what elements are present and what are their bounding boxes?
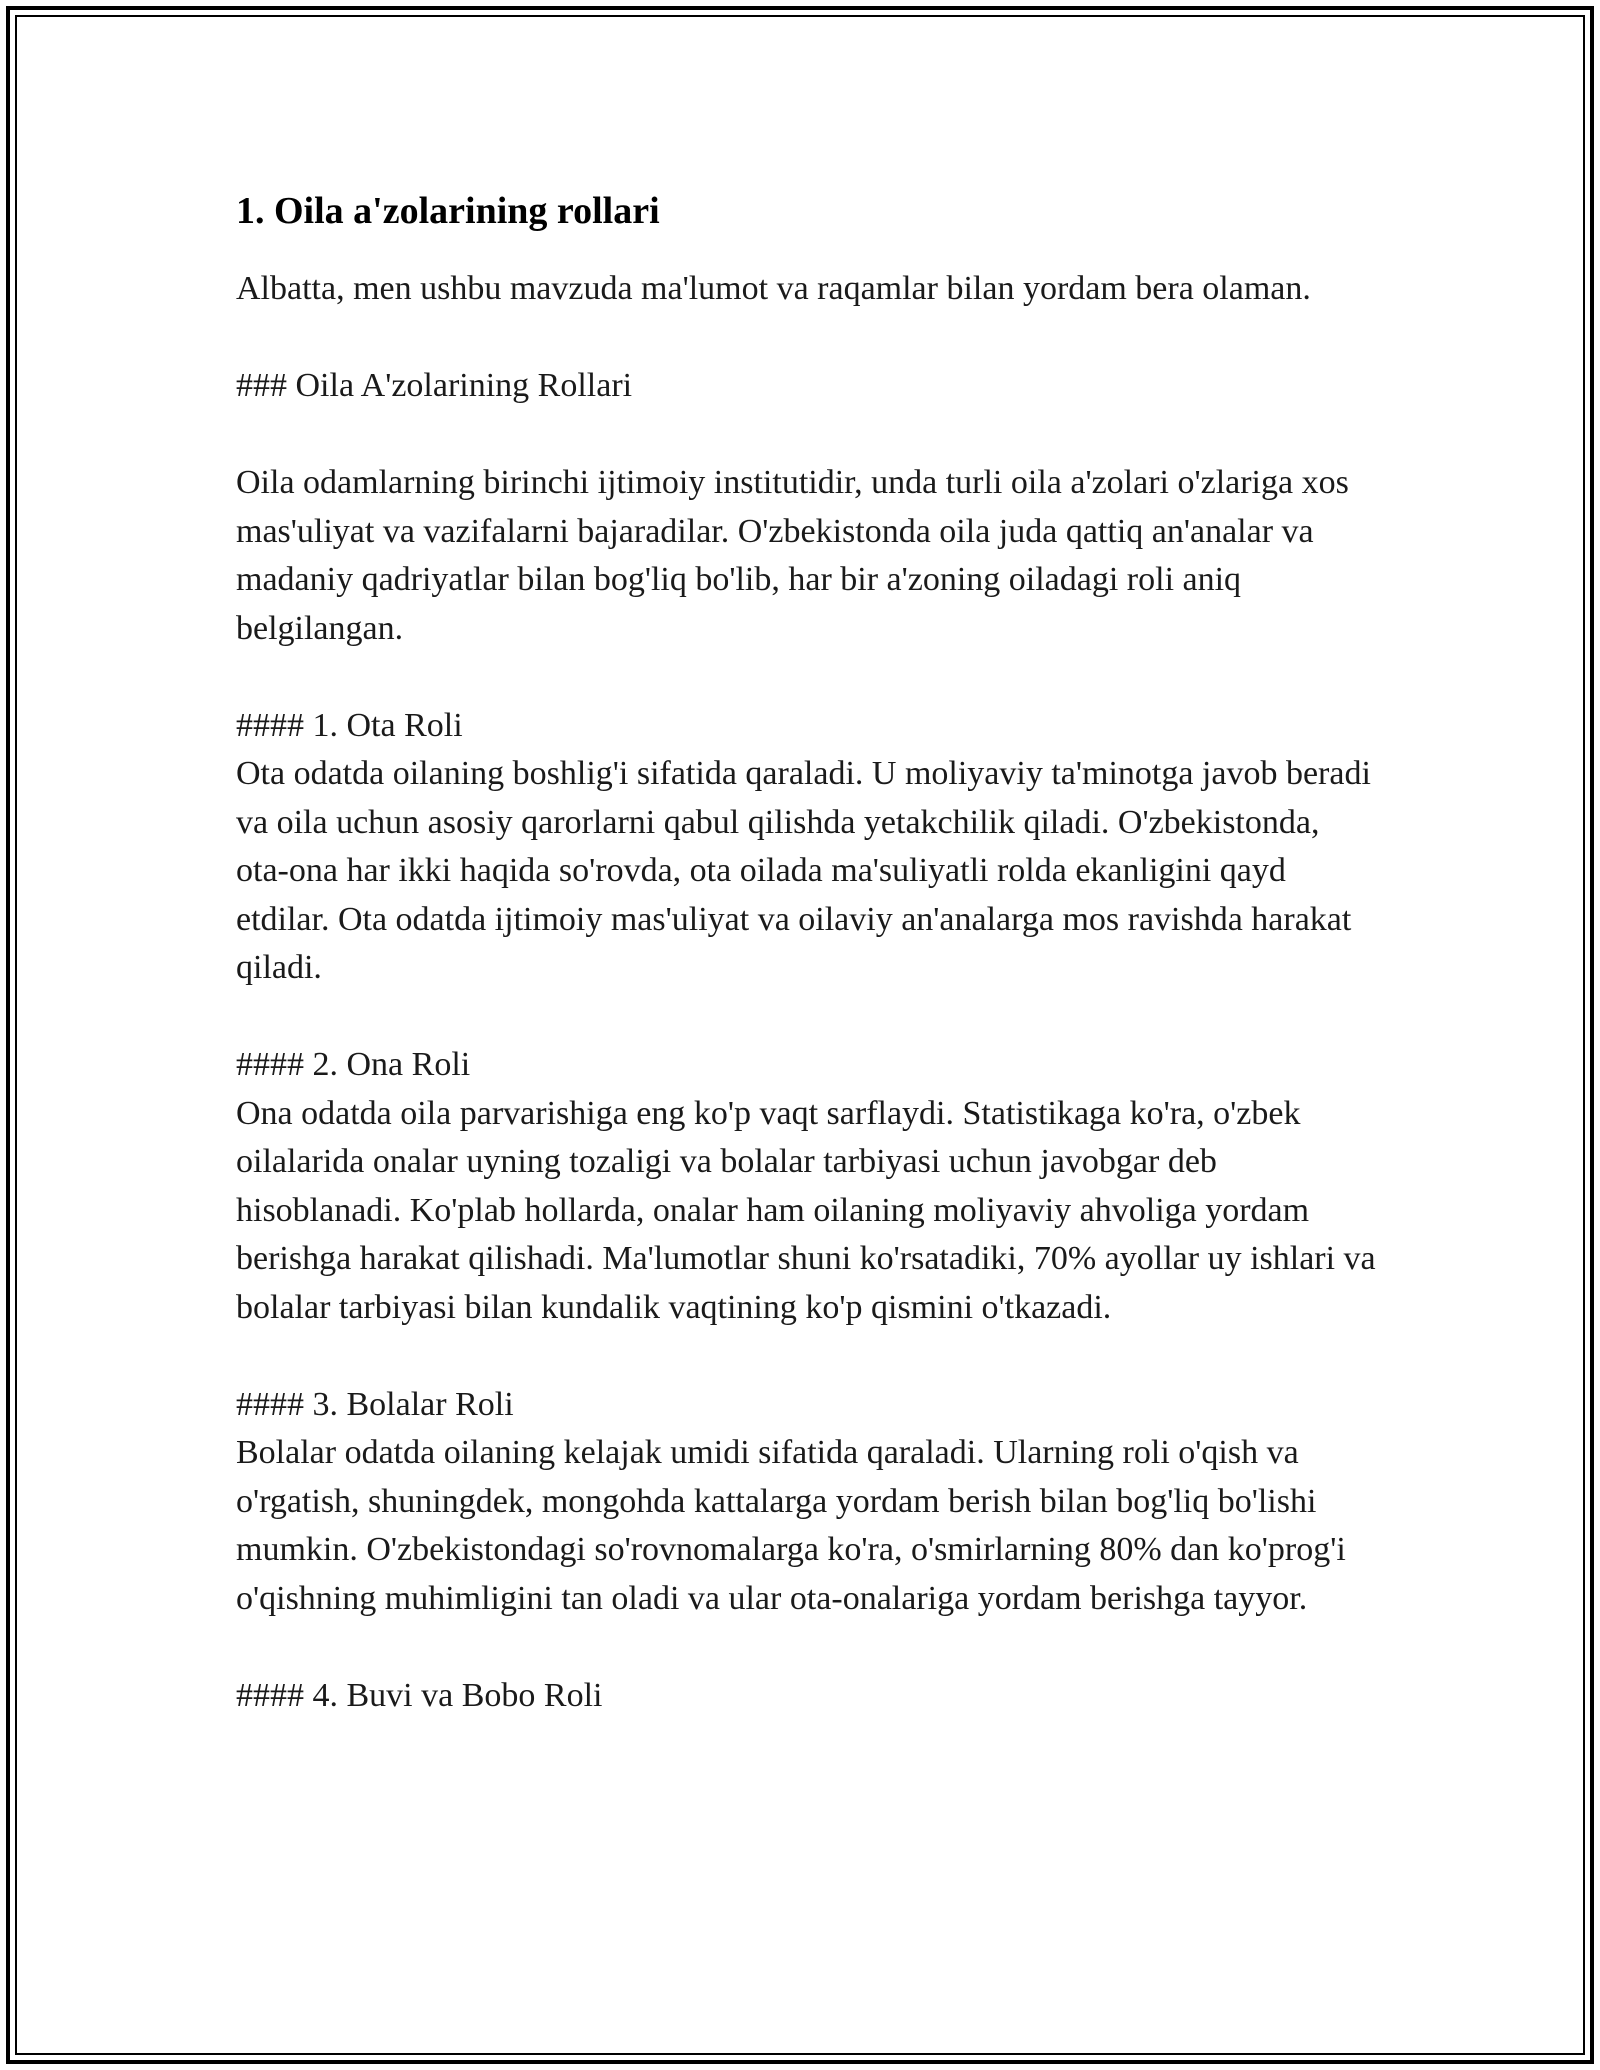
subsection-heading-father: #### 1. Ota Roli	[236, 706, 463, 744]
document-body	[236, 186, 1385, 1720]
section-heading: ### Oila A'zolarining Rollari	[236, 367, 633, 404]
subsection-text-father: Ota odatda oilaning boshlig'i sifatida qaraladi. U moliyaviy ta'minotga javob beradi va oila uchun asosiy qarorlarni qabul qilishda yetakchilik qiladi. O'zbekistonda, ota-ona har ikki haqida so'rovda, ota oilada ma'suliyatli rolda ekanligini qayd etdilar. Ota odatda ijtimoiy mas'uliyat va oilaviy an'analarga mos ravishda harakat qiladi.	[236, 755, 1380, 986]
subsection-heading-grandparents: #### 4. Buvi va Bobo Roli	[236, 1676, 603, 1714]
subsection-text-mother: Ona odatda oila parvarishiga eng ko'p vaqt sarflaydi. Statistikaga ko'ra, o'zbek oilalarida onalar uyning tozaligi va bolalar tarbiyasi uchun javobgar deb hisoblanadi. Ko'plab hollarda, onalar ham oilaning moliyaviy ahvoliga yordam berishga harakat qilishadi. Ma'lumotlar shuni ko'rsatadiki, 70% ayollar uy ishlari va bolalar tarbiyasi bilan kundalik vaqtining ko'p qismini o'tkazadi.	[236, 1094, 1385, 1326]
section-paragraph: Oila odamlarning birinchi ijtimoiy institutidir, unda turli oila a'zolari o'zlariga xos mas'uliyat va vazifalarni bajaradilar. O'zbekistonda oila juda qattiq an'analar va madaniy qadriyatlar bilan bog'liq bo'lib, har bir a'zoning oiladagi roli aniq belgilangan.	[236, 464, 1358, 647]
subsection-heading-children: #### 3. Bolalar Roli	[236, 1385, 514, 1423]
subsection-text-children: Bolalar odatda oilaning kelajak umidi sifatida qaraladi. Ularning roli o'qish va o'rgatish, shuningdek, mongohda kattalarga yordam berish bilan bog'liq bo'lishi mumkin. O'zbekistondagi so'rovnomalarga ko'ra, o'smirlarning 80% dan ko'prog'i o'qishning muhimligini tan oladi va ular ota-onalariga yordam berishga tayyor.	[236, 1434, 1355, 1617]
document-title: 1. Oila a'zolarining rollari	[236, 190, 660, 232]
subsection-heading-mother: #### 2. Ona Roli	[236, 1046, 471, 1083]
intro-paragraph: Albatta, men ushbu mavzuda ma'lumot va raqamlar bilan yordam bera olaman.	[236, 270, 1311, 307]
